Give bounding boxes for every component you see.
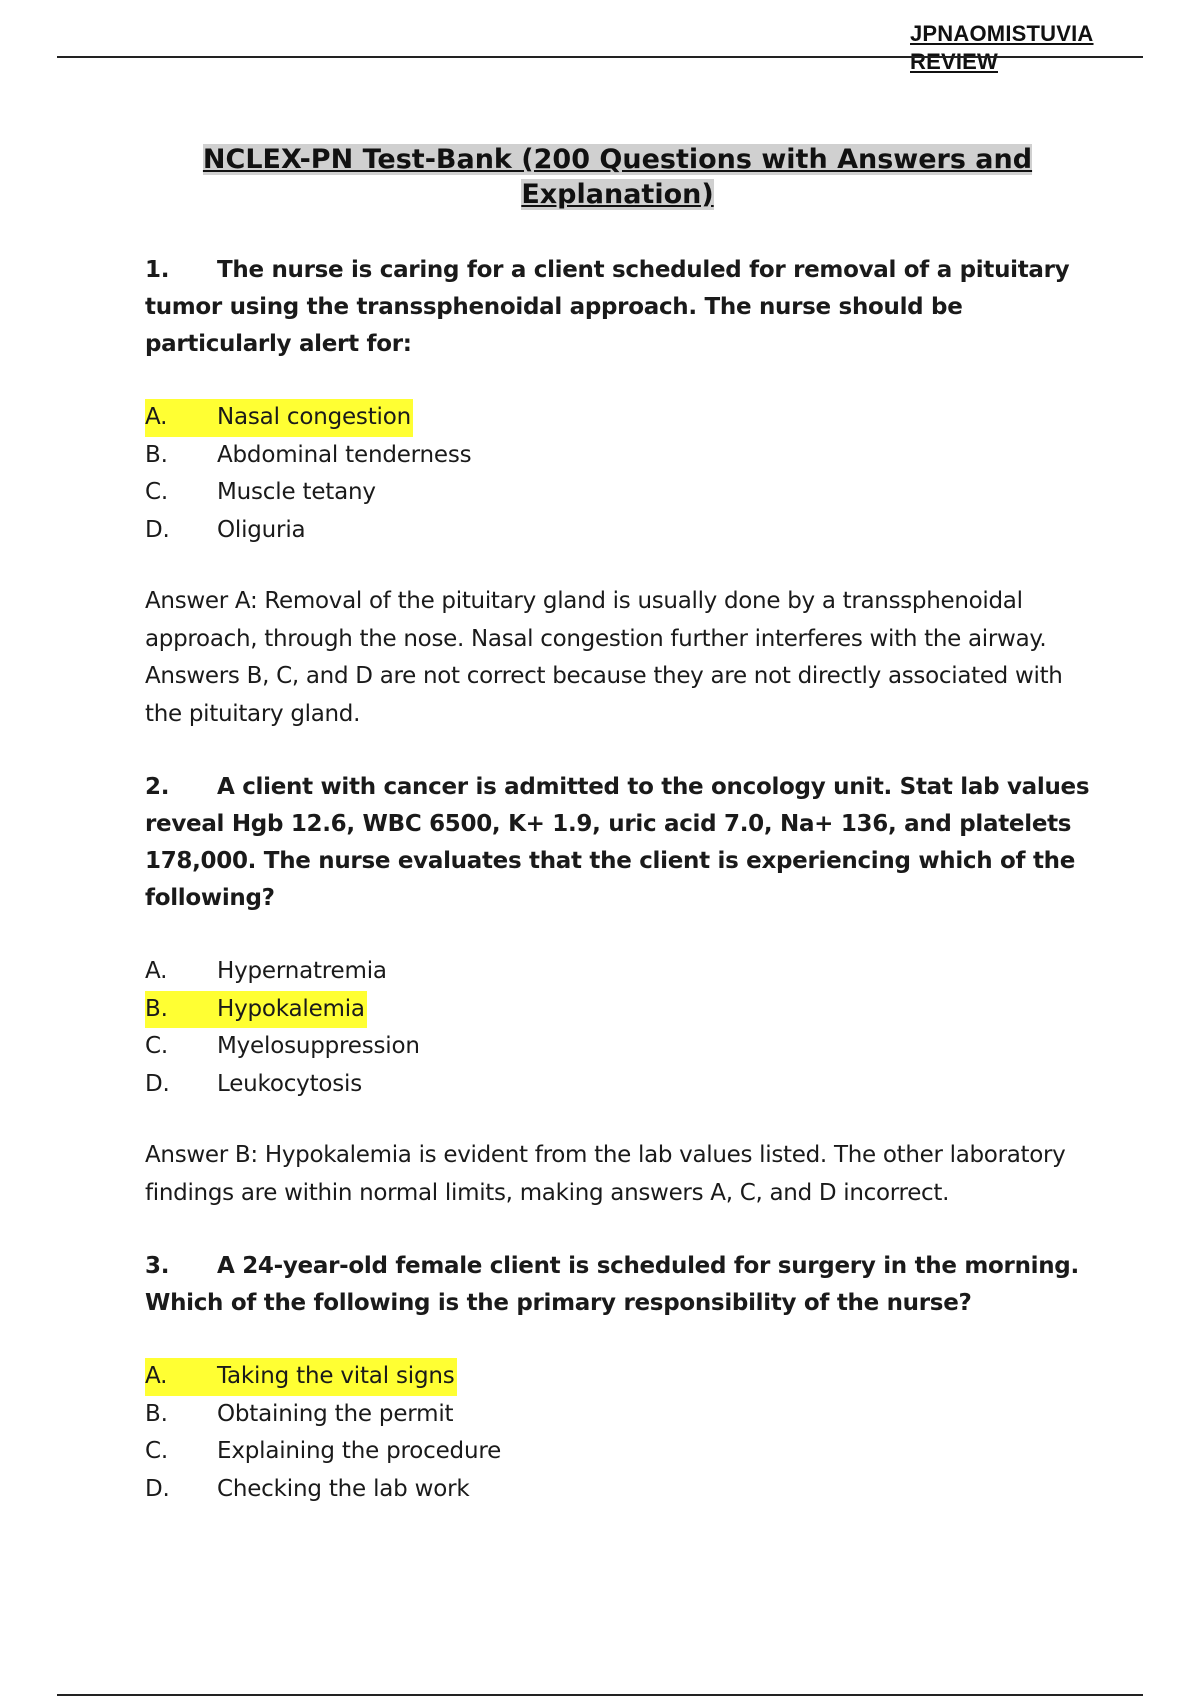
option-text: Leukocytosis xyxy=(217,1070,363,1097)
option-a xyxy=(145,399,1095,437)
answer-explanation: Answer A: Removal of the pituitary gland is usually done by a transsphenoidal approach, through the nose. Nasal congestion further interferes with the airway. Answers B, C, and D are not correct because they are not directly associated with the pituitary gland. xyxy=(145,588,1063,727)
option-b xyxy=(145,437,1095,475)
option-list xyxy=(145,953,1095,1103)
option-b xyxy=(145,1396,1095,1434)
option-letter: D. xyxy=(145,516,170,543)
option-text: Abdominal tenderness xyxy=(217,441,472,468)
option-a xyxy=(145,953,1095,991)
option-text: Checking the lab work xyxy=(217,1475,470,1502)
question-2 xyxy=(145,769,1095,1212)
question-1 xyxy=(145,252,1095,733)
document-title xyxy=(145,142,1090,212)
option-text: Taking the vital signs xyxy=(217,1363,455,1389)
option-letter: B. xyxy=(145,995,168,1022)
option-d xyxy=(145,1066,1095,1104)
option-text: Hypokalemia xyxy=(217,995,365,1022)
question-text: A client with cancer is admitted to the oncology unit. Stat lab values reveal Hgb 12.6, WBC 6500, K+ 1.9, uric acid 7.0, Na+ 136, and platelets 178,000. The nurse evaluates that the client is experiencing which of the following? xyxy=(145,774,1090,911)
option-a xyxy=(145,1358,1095,1396)
option-list xyxy=(145,399,1095,549)
option-text: Myelosuppression xyxy=(217,1033,420,1059)
question-text: The nurse is caring for a client scheduled for removal of a pituitary tumor using the transsphenoidal approach. The nurse should be particularly alert for: xyxy=(145,257,1070,357)
option-text: Muscle tetany xyxy=(217,479,376,505)
option-letter: D. xyxy=(145,1070,170,1097)
option-letter: C. xyxy=(145,479,168,505)
option-list xyxy=(145,1358,1095,1508)
option-b xyxy=(145,991,1095,1029)
option-d xyxy=(145,1471,1095,1509)
question-number: 2. xyxy=(145,774,170,800)
option-letter: D. xyxy=(145,1475,170,1502)
document-title-text: NCLEX-PN Test-Bank (200 Questions with Answers and Explanation) xyxy=(202,144,1033,210)
option-letter: C. xyxy=(145,1438,168,1464)
option-letter: B. xyxy=(145,441,168,468)
option-text: Nasal congestion xyxy=(217,404,411,430)
footer-rule xyxy=(57,1694,1143,1696)
option-c xyxy=(145,1028,1095,1066)
option-letter: A. xyxy=(145,1363,168,1389)
header-rule xyxy=(57,56,1143,58)
option-text: Obtaining the permit xyxy=(217,1400,454,1427)
question-stem xyxy=(145,252,1095,363)
option-c xyxy=(145,1433,1095,1471)
question-list xyxy=(145,252,1095,1542)
option-letter: C. xyxy=(145,1033,168,1059)
header-brand: JPNAOMISTUVIA REVIEW xyxy=(910,21,1094,74)
question-number: 3. xyxy=(145,1253,170,1279)
question-number: 1. xyxy=(145,257,170,283)
option-text: Explaining the procedure xyxy=(217,1438,502,1464)
option-d xyxy=(145,512,1095,550)
question-text: A 24-year-old female client is scheduled for surgery in the morning. Which of the following is the primary responsibility of the nurse? xyxy=(145,1253,1079,1316)
question-stem xyxy=(145,1248,1095,1322)
question-3 xyxy=(145,1248,1095,1508)
option-letter: A. xyxy=(145,958,168,984)
option-text: Hypernatremia xyxy=(217,958,387,984)
option-c xyxy=(145,474,1095,512)
option-letter: B. xyxy=(145,1400,168,1427)
option-letter: A. xyxy=(145,404,168,430)
option-text: Oliguria xyxy=(217,516,306,543)
answer-explanation: Answer B: Hypokalemia is evident from the lab values listed. The other laboratory findings are within normal limits, making answers A, C, and D incorrect. xyxy=(145,1142,1066,1206)
question-stem xyxy=(145,769,1095,917)
